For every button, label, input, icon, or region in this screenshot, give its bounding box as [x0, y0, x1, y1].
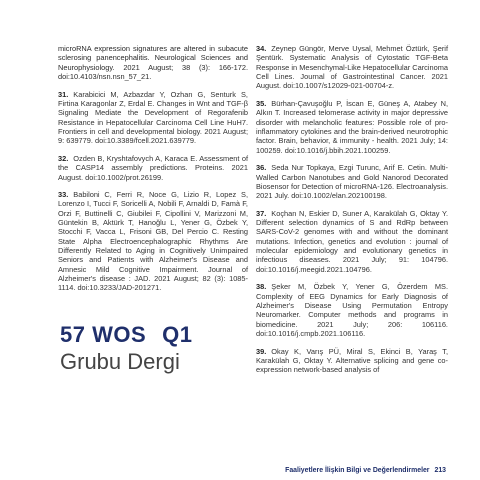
reference-item: [58, 90, 248, 146]
reference-number: 33.: [58, 190, 69, 200]
reference-number: 36.: [256, 163, 267, 173]
reference-text: Koçhan N, Eskier D, Suner A, Karakülah G, Oktay Y. Different selection dynamics of S and RdRp between SARS-CoV-2 genomes with and without the dominant mutations. Infection, genetics and evolution : journal of molecular epidemiology and evolutionary genetics in infectious diseases. 2021 July; 91: 104796. doi:10.1016/j.meegid.2021.104796.: [256, 208, 448, 274]
reference-item: [58, 190, 248, 293]
reference-number: 31.: [58, 89, 69, 99]
reference-item: [58, 154, 248, 182]
reference-item: [256, 163, 448, 200]
reference-number: 34.: [256, 44, 267, 53]
reference-text: Okay K, Varış PÜ, Miral S, Ekinci B, Yaraş T, Karakülah G, Oktay Y. Alternative splicing and gene co-expression network-based analysis of: [256, 346, 448, 375]
reference-text: Bürhan-Çavuşoğlu P, İscan E, Güneş A, Atabey N, Alkın T. Increased telomerase activity in major depressive disorder with melancholic features: Possible role of pro-inflammatory cytokines and the brain-derived neurotrophic factor. Brain, behavior, & immunity - health. 2021 July; 14: 100259. doi:10.1016/j.bbih.2021.100259.: [256, 98, 448, 155]
reference-text: Şeker M, Özbek Y, Yener G, Özerdem MS. Complexity of EEG Dynamics for Early Diagnosis of Alzheimer's Disease Using Permutation Entropy Neuromarker. Computer methods and programs in biomedicine. 2021 July; 206: 106116. doi:10.1016/j.cmpb.2021.106116.: [256, 282, 448, 339]
reference-text: Babiloni C, Ferri R, Noce G, Lizio R, Lopez S, Lorenzo I, Tucci F, Soricelli A, Nobili F, Arnaldi D, Famà F, Orzi F, Buttinelli C, Giubilei F, Cipollini V, Marizzoni M, Güntekin B, Aktürk T, Hanoğlu L, Yener G, Özbek Y, Stocchi F, Vacca L, Frisoni GB, Del Percio C. Resting State Alpha Electroencephalographic Rhythms Are Differently Related to Aging in Cognitively Unimpaired Seniors and Patients with Alzheimer's Disease and Amnesic Mild Cognitive Impairment. Journal of Alzheimer's disease : JAD. 2021 August; 82 (3): 1085-1114. doi:10.3233/JAD-201271.: [58, 190, 248, 293]
reference-text: Karabicici M, Azbazdar Y, Ozhan G, Senturk S, Firtina Karagonlar Z, Erdal E. Changes in Wnt and TGF-β Signaling Mediate the Development of Regorafenib Resistance in Hepatocellular Carcinoma Cell Line HuH7. Frontiers in cell and developmental biology. 2021 August; 9: 639779. doi:10.3389/fcell.2021.639779.: [58, 89, 248, 146]
headline-count-line: [60, 322, 250, 348]
left-column: [58, 44, 248, 301]
reference-item: [256, 99, 448, 155]
wos-count: 57 WOS: [60, 322, 147, 347]
reference-text: Ozden B, Kryshtafovych A, Karaca E. Assessment of the CASP14 assembly predictions. Proteins. 2021 August. doi:10.1002/prot.26199.: [58, 153, 248, 182]
right-column: [256, 44, 448, 383]
page-footer: [285, 467, 446, 474]
reference-number: 39.: [256, 346, 267, 356]
page-number: 213: [434, 467, 446, 474]
reference-item: [256, 44, 448, 91]
reference-number: 38.: [256, 282, 267, 292]
reference-number: 35.: [256, 98, 267, 108]
headline-subtitle: Grubu Dergi: [60, 349, 180, 374]
reference-item: [256, 282, 448, 338]
reference-text: Zeynep Güngör, Merve Uysal, Mehmet Öztürk, Şerif Şentürk. Systematic Analysis of Cytostatic TGF-Beta Response in Mesenchymal-Like Hepatocellular Carcinoma Cell Lines. Journal of Gastrointestinal Cancer. 2021 August. doi:10.1007/s12029-021-00704-z.: [256, 44, 448, 91]
reference-number: 32.: [58, 153, 69, 163]
quartile-label: Q1: [162, 322, 193, 347]
reference-number: 37.: [256, 208, 267, 218]
footer-section-title: Faaliyetlere İlişkin Bilgi ve Değerlendirmeler: [285, 467, 430, 474]
reference-item: [256, 209, 448, 274]
continued-reference-text: microRNA expression signatures are altered in subacute sclerosing panencephalitis. Neurological Sciences and Neurophysiology. 2021 August; 38 (3): 166-172. doi:10.4103/nsn.nsn_57_21.: [58, 44, 248, 82]
reference-item: [256, 347, 448, 375]
wos-q1-headline: [60, 322, 250, 375]
reference-text: Seda Nur Topkaya, Ezgi Turunc, Arif E. Cetin. Multi-Walled Carbon Nanotubes and Gold Nanorod Decorated Biosensor for Detection of microRNA-126. Electroanalysis. 2021 July. doi:10.1002/elan.202100198.: [256, 163, 448, 201]
